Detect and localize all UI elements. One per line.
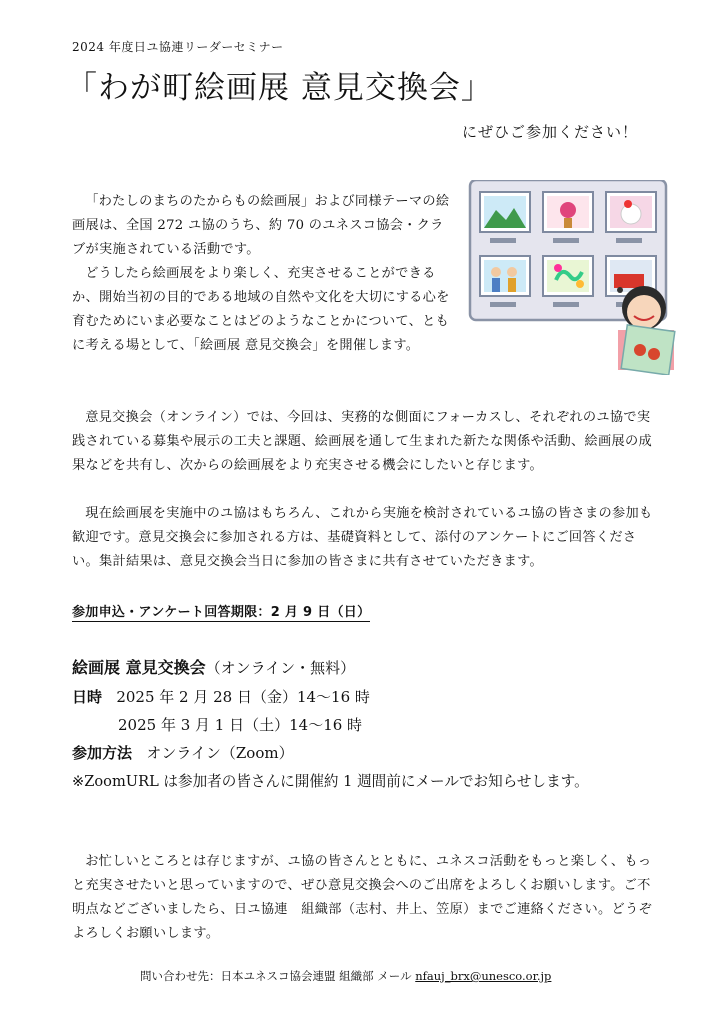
intro-paragraph [72, 190, 457, 358]
event-method [72, 742, 294, 763]
intro-line-1: 「わたしのまちのたからもの絵画展」および同様テーマの絵画展は、全国 272 ユ協のうち、約 70 のユネスコ協会・クラブが実施されている活動です。 [72, 194, 450, 257]
event-title [72, 655, 355, 678]
event-date-1 [72, 686, 370, 707]
event-title-sub: （オンライン・無料） [205, 659, 356, 677]
seminar-supertitle: 2024 年度日ユ協連リーダーセミナー [72, 40, 284, 54]
paragraph-online: 意見交換会（オンライン）では、今回は、実務的な側面にフォーカスし、それぞれのユ協で実践されている募集や展示の工夫と課題、絵画展を通して生まれた新たな関係や活動、絵画展の成果などを共有し、次からの絵画展をより充実させる機会にしたいと存じます。 [72, 410, 652, 473]
event-date-2: 2025 年 3 月 1 日（土）14～16 時 [118, 716, 363, 734]
invite-text: にぜひご参加ください！ [462, 123, 639, 141]
event-title-main: 絵画展 意見交換会 [72, 658, 206, 677]
closing-paragraph: お忙しいところとは存じますが、ユ協の皆さんとともに、ユネスコ活動をもっと楽しく、もっと充実させたいと思っていますので、ぜひ意見交換会へのご出席をよろしくお願いします。ご不明点などございましたら、日ユ協連 組織部（志村、井上、笠原）までご連絡ください。どうぞよろしくお願いします。 [72, 854, 652, 941]
page-title: 「わが町絵画展 意見交換会」 [66, 70, 493, 106]
zoom-note: ※ZoomURL は参加者の皆さんに開催約 1 週間前にメールでお知らせします。 [72, 773, 589, 790]
date-value-1: 2025 年 2 月 28 日（金）14～16 時 [116, 688, 370, 706]
intro-line-2: どうしたら絵画展をより楽しく、充実させることができるか、開始当初の目的である地域の自然や文化を大切にする心を育むためにいま必要なことはどのようなことかについて、ともに考える場として、「絵画展 意見交換会」を開催します。 [72, 266, 450, 353]
method-label: 参加方法 [72, 744, 133, 762]
date-label: 日時 [72, 688, 103, 706]
deadline-notice: 参加申込・アンケート回答期限：2 月 9 日（日） [72, 601, 370, 622]
method-value: オンライン（Zoom） [146, 744, 294, 762]
contact-email-link[interactable]: nfauj_brx@unesco.or.jp [415, 969, 552, 983]
contact-line [140, 968, 551, 984]
paragraph-participation: 現在絵画展を実施中のユ協はもちろん、これから実施を検討されているユ協の皆さまの参加も歓迎です。意見交換会に参加される方は、基礎資料として、添付のアンケートにご回答ください。集計結果は、意見交換会当日に参加の皆さまに共有させていただきます。 [72, 506, 653, 569]
contact-label: 問い合わせ先：日本ユネスコ協会連盟 組織部 メール [140, 969, 412, 983]
exhibition-illustration [468, 180, 678, 375]
